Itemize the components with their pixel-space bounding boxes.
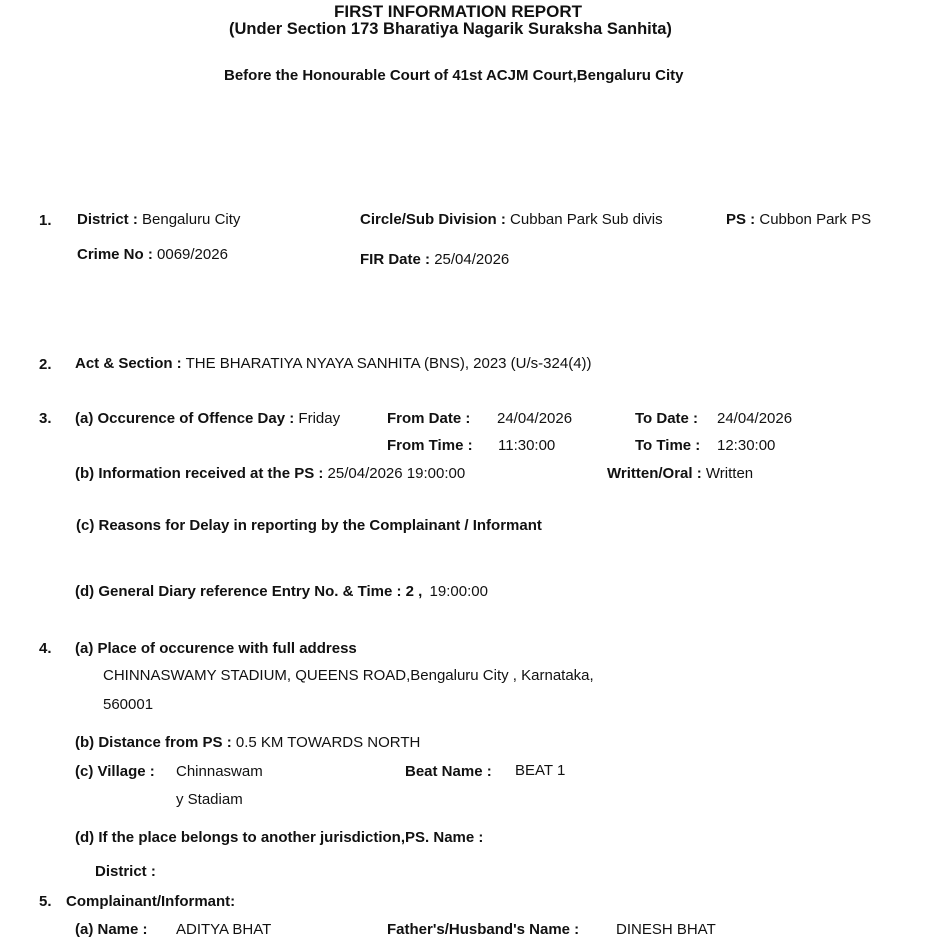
- general-diary-entry: 2 ,: [405, 583, 423, 600]
- fir-date-field: [360, 251, 509, 269]
- info-received-field: [75, 465, 465, 483]
- act-section-value: THE BHARATIYA NYAYA SANHITA (BNS), 2023 (U/s-324(4)): [185, 355, 592, 372]
- father-name-value: DINESH BHAT: [616, 921, 716, 938]
- address-line-2: 560001: [103, 696, 154, 713]
- complainant-name-label: (a) Name :: [75, 921, 148, 938]
- from-time-value: 11:30:00: [498, 437, 556, 454]
- address-line-1: CHINNASWAMY STADIUM, QUEENS ROAD,Bengaluru City , Karnataka,: [103, 667, 594, 684]
- distance-label: (b) Distance from PS :: [75, 734, 232, 751]
- distance-field: [75, 734, 420, 752]
- circle-field: [360, 211, 663, 229]
- written-oral-label: Written/Oral :: [607, 465, 702, 482]
- crime-no-label: Crime No :: [77, 246, 153, 263]
- fir-date-label: FIR Date :: [360, 251, 431, 268]
- general-diary-time: 19:00:00: [429, 583, 488, 600]
- ps-field: [726, 211, 871, 229]
- district-label: District :: [77, 211, 138, 228]
- district-value: Bengaluru City: [142, 211, 241, 228]
- other-district-label: District :: [95, 863, 156, 880]
- district-field: [77, 211, 240, 229]
- written-oral-value: Written: [705, 465, 754, 482]
- act-section-field: [75, 355, 592, 373]
- general-diary-field: [75, 583, 488, 601]
- circle-label: Circle/Sub Division :: [360, 211, 506, 228]
- village-value-line-1: Chinnaswam: [176, 763, 263, 780]
- to-date-label: To Date :: [635, 410, 699, 427]
- offence-day-value: Friday: [298, 410, 341, 427]
- ps-label: PS :: [726, 211, 756, 228]
- section-2-number: 2.: [39, 356, 52, 373]
- father-name-label: Father's/Husband's Name :: [387, 921, 580, 938]
- to-date-value: 24/04/2026: [717, 410, 793, 427]
- section-4-number: 4.: [39, 640, 52, 657]
- beat-name-label: Beat Name :: [405, 763, 492, 780]
- from-date-label: From Date :: [387, 410, 471, 427]
- distance-value: 0.5 KM TOWARDS NORTH: [235, 734, 421, 751]
- document-title: FIRST INFORMATION REPORT: [333, 2, 583, 21]
- other-jurisdiction-label: (d) If the place belongs to another jurisdiction,PS. Name :: [75, 829, 484, 846]
- written-oral-field: [607, 465, 753, 483]
- place-occurence-label: (a) Place of occurence with full address: [75, 640, 357, 657]
- from-date-value: 24/04/2026: [497, 410, 573, 427]
- crime-no-field: [77, 246, 228, 264]
- act-section-label: Act & Section :: [75, 355, 182, 372]
- beat-name-value: BEAT 1: [515, 762, 566, 779]
- general-diary-label: (d) General Diary reference Entry No. & Time :: [75, 583, 402, 600]
- ps-value: Cubbon Park PS: [759, 211, 872, 228]
- complainant-label: Complainant/Informant:: [66, 893, 236, 910]
- section-1-number: 1.: [39, 212, 52, 229]
- section-3-number: 3.: [39, 410, 52, 427]
- court-line: Before the Honourable Court of 41st ACJM Court,Bengaluru City: [224, 67, 684, 84]
- delay-reasons-label: (c) Reasons for Delay in reporting by the Complainant / Informant: [76, 517, 542, 534]
- to-time-label: To Time :: [635, 437, 701, 454]
- fir-date-value: 25/04/2026: [434, 251, 510, 268]
- complainant-name-value: ADITYA BHAT: [176, 921, 272, 938]
- to-time-value: 12:30:00: [717, 437, 776, 454]
- info-received-label: (b) Information received at the PS :: [75, 465, 324, 482]
- offence-day-field: [75, 410, 340, 428]
- crime-no-value: 0069/2026: [157, 246, 228, 263]
- section-5-number: 5.: [39, 893, 52, 910]
- village-value-line-2: y Stadiam: [176, 791, 243, 808]
- info-received-value: 25/04/2026 19:00:00: [327, 465, 466, 482]
- document-subtitle: (Under Section 173 Bharatiya Nagarik Suraksha Sanhita): [229, 20, 672, 38]
- offence-day-label: (a) Occurence of Offence Day :: [75, 410, 295, 427]
- circle-value: Cubban Park Sub divis: [510, 211, 663, 228]
- village-label: (c) Village :: [75, 763, 155, 780]
- from-time-label: From Time :: [387, 437, 473, 454]
